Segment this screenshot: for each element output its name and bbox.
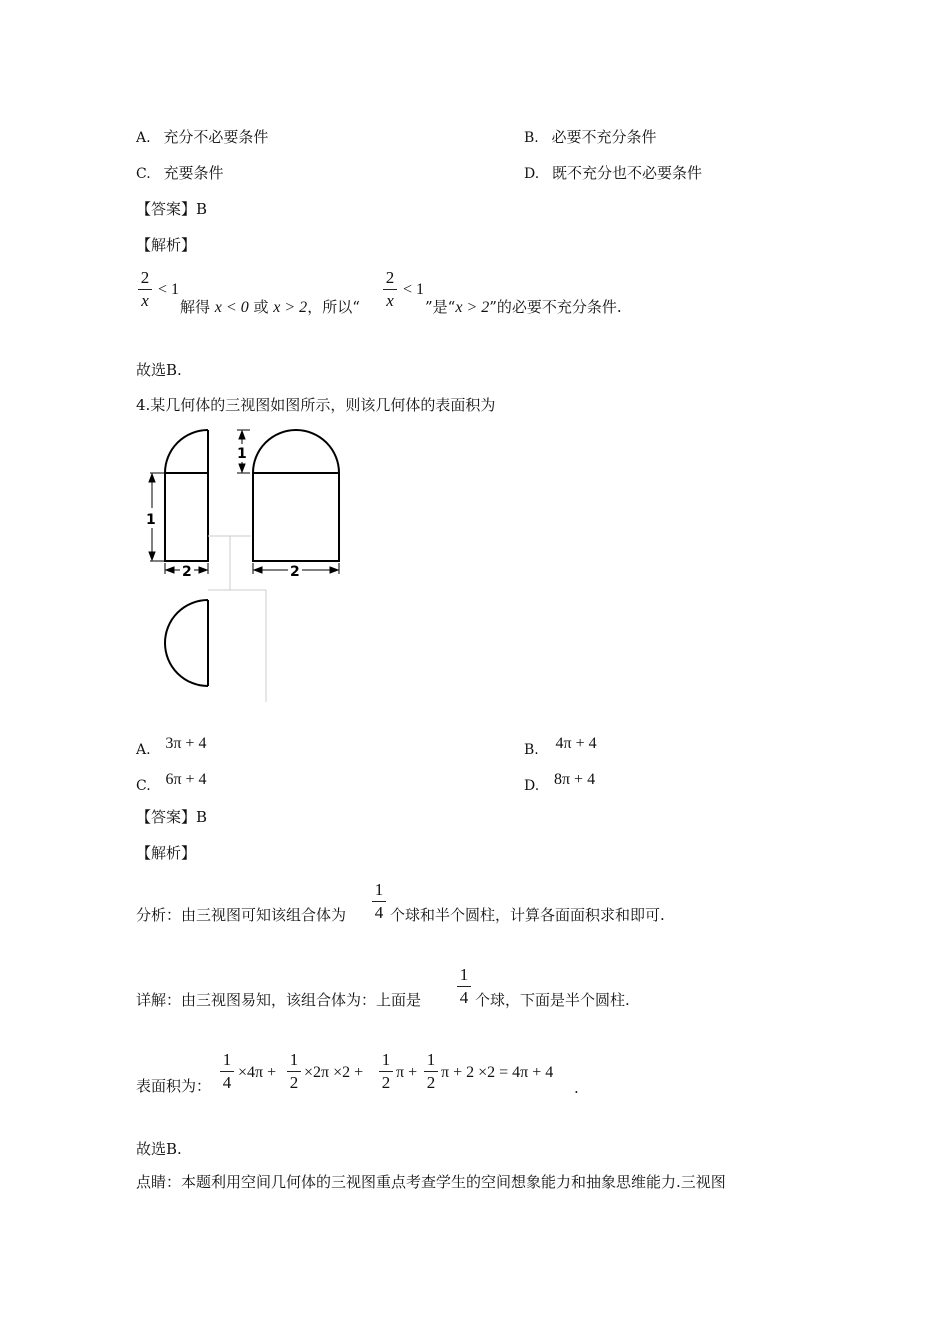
option-letter: B. — [524, 742, 539, 758]
q4-dianjing: 点睛：本题利用空间几何体的三视图重点考查学生的空间想象能力和抽象思维能力.三视图 — [136, 1173, 726, 1191]
q4-option-d — [524, 770, 596, 794]
q4-analysis-label: 【解析】 — [136, 844, 197, 862]
option-letter: A. — [136, 130, 151, 146]
answer-label: 【答案】 — [136, 808, 197, 826]
area-term-2: ×2π ×2 + — [304, 1064, 364, 1081]
q4-xiangjie-pre: 详解：由三视图易知，该组合体为：上面是 — [136, 991, 422, 1009]
option-text: 必要不充分条件 — [551, 128, 657, 146]
q4-fenxi-fraction: 1 4 — [372, 880, 386, 923]
q3-sol-lt1-2: < 1 — [403, 281, 425, 298]
area-fraction-2: 1 2 — [287, 1050, 301, 1093]
answer-value: B — [196, 200, 208, 218]
option-text: 充要条件 — [163, 164, 224, 182]
option-letter: D. — [524, 778, 540, 794]
option-letter: D. — [524, 166, 540, 182]
area-end: . — [574, 1079, 579, 1097]
q3-sol-lt1: < 1 — [158, 281, 180, 298]
option-text: 8π + 4 — [553, 771, 596, 788]
dim-radius-1: 1 — [237, 446, 247, 462]
q3-option-c — [136, 162, 223, 183]
q4-option-c — [136, 770, 207, 794]
option-text: 4π + 4 — [555, 735, 597, 752]
q3-sol-fraction-2: 2 x — [383, 268, 397, 311]
option-text: 6π + 4 — [165, 771, 207, 788]
option-text: 既不充分也不必要条件 — [551, 164, 702, 182]
q3-analysis-label: 【解析】 — [136, 236, 197, 254]
q3-sol-fraction: 2 x — [138, 268, 152, 311]
q4-xiangjie-post: 个球，下面是半个圆柱. — [475, 991, 630, 1009]
q4-option-a — [136, 734, 207, 758]
option-letter: B. — [524, 130, 539, 146]
q4-area-label: 表面积为： — [136, 1077, 212, 1095]
q4-fenxi-pre: 分析：由三视图可知该组合体为 — [136, 906, 347, 924]
dim-width-1: 2 — [182, 564, 192, 580]
option-text: 3π + 4 — [165, 735, 207, 752]
q3-option-d — [524, 162, 702, 183]
q4-option-b — [524, 734, 597, 758]
area-fraction-4: 1 2 — [424, 1050, 438, 1093]
option-text: 充分不必要条件 — [163, 128, 269, 146]
dim-width-2: 2 — [290, 564, 300, 580]
option-letter: A. — [136, 742, 151, 758]
answer-label: 【答案】 — [136, 200, 197, 218]
q4-conclusion: 故选B. — [136, 1140, 182, 1158]
q3-sol-text: 解得 x < 0 或 x > 2，所以“ — [180, 298, 360, 316]
area-term-4: π + 2 ×2 = 4π + 4 — [441, 1064, 554, 1081]
q4-xiangjie-fraction: 1 4 — [457, 965, 471, 1008]
three-view-diagram — [130, 420, 370, 710]
area-fraction-3: 1 2 — [379, 1050, 393, 1093]
answer-value: B — [196, 808, 208, 826]
q3-option-a — [136, 126, 268, 147]
q3-answer — [136, 198, 207, 219]
q4-answer — [136, 806, 207, 827]
q3-sol-text-2: ”是“x > 2”的必要不充分条件. — [425, 298, 622, 316]
q4-fenxi-post: 个球和半个圆柱，计算各面面积求和即可. — [390, 906, 665, 924]
option-letter: C. — [136, 166, 151, 182]
area-fraction-1: 1 4 — [220, 1050, 234, 1093]
q3-conclusion: 故选B. — [136, 361, 182, 379]
area-term-3: π + — [396, 1064, 418, 1081]
q3-option-b — [524, 126, 657, 147]
q4-stem: 4.某几何体的三视图如图所示，则该几何体的表面积为 — [136, 396, 496, 414]
dim-height-2: 1 — [146, 512, 156, 528]
option-letter: C. — [136, 778, 151, 794]
area-term-1: ×4π + — [238, 1064, 277, 1081]
